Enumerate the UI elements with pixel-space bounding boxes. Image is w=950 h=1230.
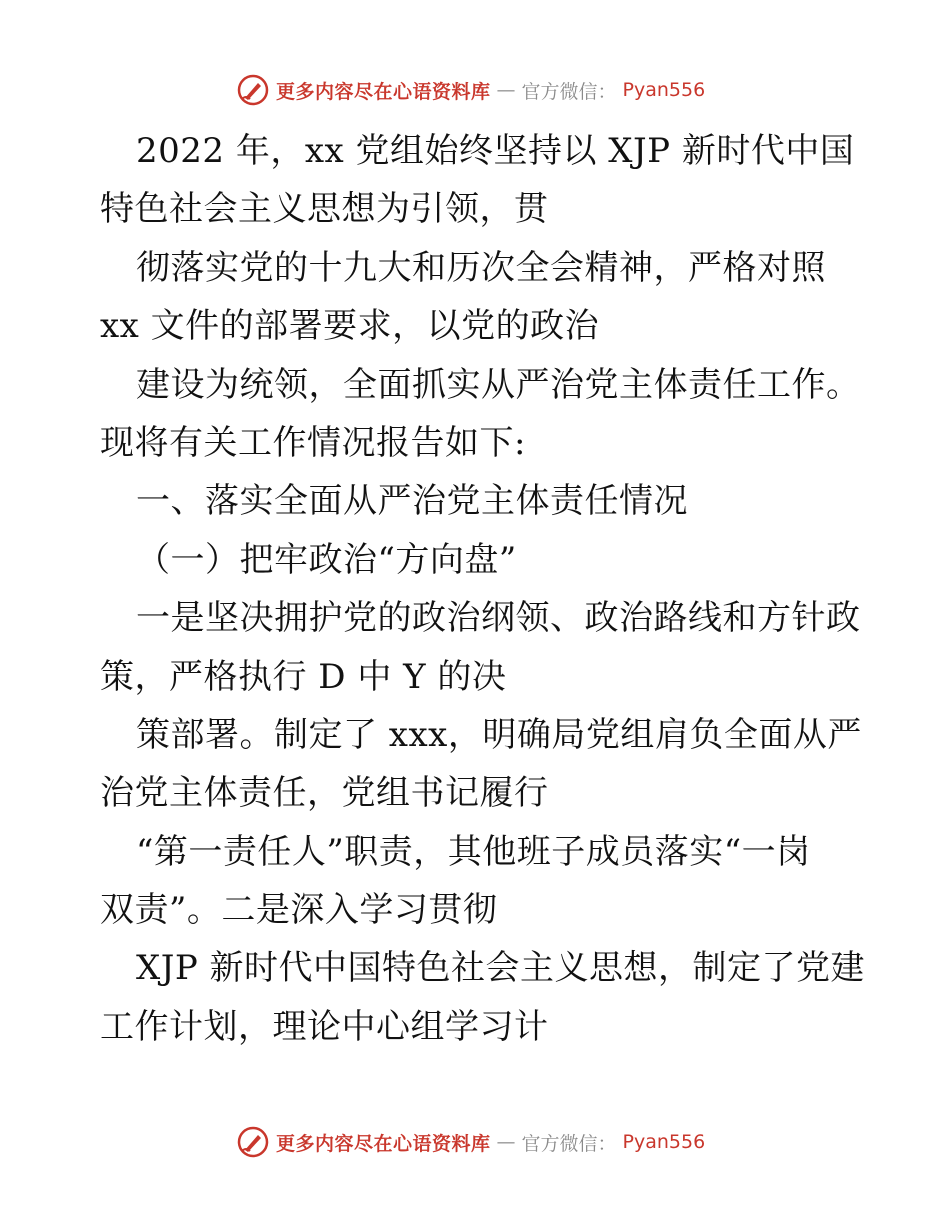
watermark-id: Pyan556	[622, 79, 706, 101]
text-line: “第一责任人”职责，其他班子成员落实“一岗	[136, 831, 811, 872]
text-line: 工作计划，理论中心组学习计	[100, 1006, 549, 1047]
document-body	[100, 122, 866, 1056]
text-line: 一是坚决拥护党的政治纲领、政治路线和方针政	[136, 598, 861, 639]
watermark-label: 官方微信：	[521, 1132, 617, 1155]
text-line: 策部署。制定了 xxx，明确局党组肩负全面从严	[136, 714, 862, 755]
text-line: 特色社会主义思想为引领，贯	[100, 189, 549, 230]
text-line: 策，严格执行 D 中 Y 的决	[100, 656, 507, 697]
text-line: xx 文件的部署要求，以党的政治	[100, 306, 600, 347]
pen-logo-icon	[236, 73, 270, 107]
text-line: XJP 新时代中国特色社会主义思想，制定了党建	[136, 948, 866, 989]
text-line: （一）把牢政治“方向盘”	[136, 539, 517, 580]
watermark-site-text: 更多内容尽在心语资料库	[276, 80, 491, 103]
text-line: 彻落实党的十九大和历次全会精神，严格对照	[136, 247, 826, 288]
text-line: 双责”。二是深入学习贯彻	[100, 890, 498, 931]
header-watermark	[236, 72, 705, 108]
watermark-label: 官方微信：	[521, 80, 617, 103]
text-line: 一、落实全面从严治党主体责任情况	[136, 481, 688, 522]
text-line: 治党主体责任，党组书记履行	[100, 773, 549, 814]
pen-logo-icon	[236, 1125, 270, 1159]
watermark-id: Pyan556	[622, 1131, 706, 1153]
watermark-dash: —	[496, 79, 516, 101]
watermark-dash: —	[496, 1131, 516, 1153]
text-line: 现将有关工作情况报告如下:	[100, 422, 526, 463]
text-line: 2022 年，xx 党组始终坚持以 XJP 新时代中国	[136, 131, 855, 171]
footer-watermark	[236, 1124, 705, 1160]
watermark-site-text: 更多内容尽在心语资料库	[276, 1132, 491, 1155]
text-line: 建设为统领，全面抓实从严治党主体责任工作。	[136, 364, 861, 405]
